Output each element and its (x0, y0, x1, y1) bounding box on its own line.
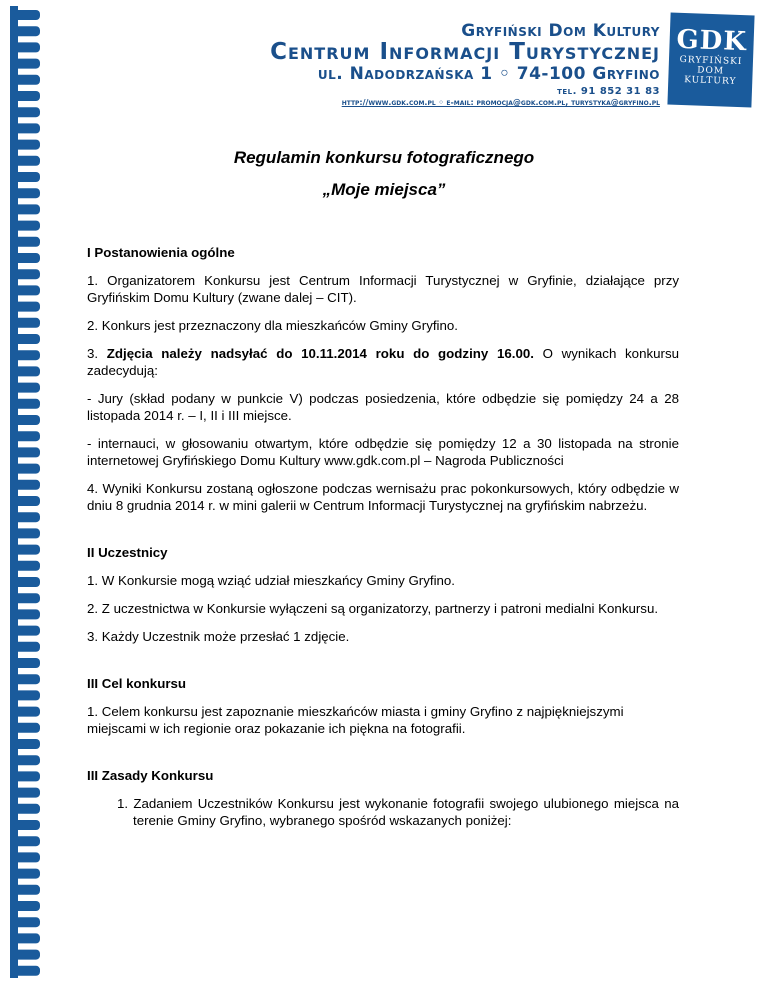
binding-ring (14, 950, 40, 960)
binding-ring (14, 804, 40, 814)
spacer (87, 525, 679, 544)
binding-ring (14, 674, 40, 684)
paragraph: - Jury (skład podany w punkcie V) podczas posiedzenia, które odbędzie się pomiędzy 24 a 28 listopada 2014 r. – I, II i III miejsce. (87, 391, 679, 423)
letterhead-center: Centrum Informacji Turystycznej (270, 39, 660, 65)
document-subtitle: „Moje miejsca” (322, 180, 446, 199)
binding-ring (14, 642, 40, 652)
logo-line-2: DOM (697, 65, 725, 77)
binding-ring (14, 739, 40, 749)
paragraph: - internauci, w głosowaniu otwartym, które odbędzie się pomiędzy 12 a 30 listopada na stronie internetowej Gryfińskiego Domu Kultury www.gdk.com.pl – Nagroda Publiczności (87, 436, 679, 468)
paragraph: 3. Każdy Uczestnik może przesłać 1 zdjęcie. (87, 629, 350, 644)
letterhead-org: Gryfiński Dom Kultury (461, 21, 660, 41)
binding-ring (14, 658, 40, 668)
binding-ring (14, 528, 40, 538)
binding-ring (14, 285, 40, 295)
binding-ring (14, 966, 40, 976)
binding-ring (14, 885, 40, 895)
logo-line-1: GRYFIŃSKI (679, 54, 743, 68)
binding-ring (14, 302, 40, 312)
letterhead (240, 22, 660, 108)
section-heading: III Cel konkursu (87, 676, 187, 691)
binding-ring (14, 771, 40, 781)
binding-ring (14, 415, 40, 425)
binding-ring (14, 755, 40, 765)
binding-ring (14, 269, 40, 279)
binding-ring (14, 869, 40, 879)
binding-ring (14, 577, 40, 587)
binding-ring (14, 237, 40, 247)
logo-line-3: KULTURY (683, 75, 737, 87)
gdk-logo (667, 13, 754, 108)
binding-ring (14, 723, 40, 733)
binding-ring (14, 42, 40, 52)
binding-ring (14, 496, 40, 506)
binding-ring (14, 933, 40, 943)
binding-ring (14, 431, 40, 441)
binding-ring (14, 609, 40, 619)
binding-ring (14, 75, 40, 85)
paragraph: 2. Z uczestnictwa w Konkursie wyłączeni są organizatorzy, partnerzy i patroni medialni Konkursu. (87, 601, 659, 616)
paragraph: 2. Konkurs jest przeznaczony dla mieszkańców Gminy Gryfino. (87, 318, 458, 333)
binding-ring (14, 464, 40, 474)
paragraph: 1. Organizatorem Konkursu jest Centrum Informacji Turystycznej w Gryfinie, działające przy Gryfińskim Domu Kultury (zwane dalej – CIT). (87, 273, 679, 305)
section-heading: I Postanowienia ogólne (87, 245, 235, 260)
binding-ring (14, 59, 40, 69)
binding-ring (14, 204, 40, 214)
binding-ring (14, 253, 40, 263)
binding-ring (14, 366, 40, 376)
binding-ring (14, 852, 40, 862)
spacer (87, 748, 679, 767)
binding-ring (14, 690, 40, 700)
binding-ring (14, 917, 40, 927)
letterhead-phone: tel. 91 852 31 83 (557, 86, 660, 97)
binding-ring (14, 593, 40, 603)
document-body (87, 244, 679, 840)
binding-ring (14, 788, 40, 798)
binding-ring (14, 383, 40, 393)
binding-ring (14, 91, 40, 101)
section-heading: III Zasady Konkursu (87, 768, 214, 783)
deadline-bold-text: Zdjęcia należy nadsyłać do 10.11.2014 roku do godziny 16.00. (106, 346, 534, 361)
binding-ring (14, 480, 40, 490)
paragraph-number: 3. (87, 346, 99, 361)
binding-ring (14, 901, 40, 911)
paragraph (87, 345, 679, 379)
binding-ring (14, 334, 40, 344)
paragraph: 1. Zadaniem Uczestników Konkursu jest wykonanie fotografii swojego ulubionego miejsca na terenie Gminy Gryfino, wybranego spośród wskazanych poniżej: (117, 796, 679, 828)
binding-ring (14, 221, 40, 231)
binding-ring (14, 561, 40, 571)
binding-ring (14, 10, 40, 20)
binding-ring (14, 447, 40, 457)
binding-ring (14, 836, 40, 846)
binding-ring (14, 545, 40, 555)
binding-ring (14, 820, 40, 830)
paragraph: 4. Wyniki Konkursu zostaną ogłoszone podczas wernisażu prac pokonkursowych, który odbędzie w dniu 8 grudnia 2014 r. w mini galerii w Centrum Informacji Turystycznej na gryfińskim nabrzeżu. (87, 481, 679, 513)
paragraph: 1. W Konkursie mogą wziąć udział mieszkańcy Gminy Gryfino. (87, 573, 456, 588)
paragraph: 1. Celem konkursu jest zapoznanie mieszkańców miasta i gminy Gryfino z najpiękniejszymi miejscami w ich regionie oraz pokazanie ich piękna na fotografii. (87, 704, 624, 736)
binding-ring (14, 318, 40, 328)
letterhead-web-links[interactable]: http://www.gdk.com.pl ◦ e-mail: promocja@gdk.com.pl, turystyka@gryfino.pl (341, 98, 660, 107)
letterhead-address: ul. Nadodrzańska 1 ◦ 74-100 Gryfino (317, 64, 660, 84)
paragraph-rest: O wynikach konkursu zadecydują: (87, 346, 679, 378)
logo-text: GDK (675, 24, 748, 58)
binding-ring (14, 626, 40, 636)
binding-ring (14, 399, 40, 409)
document-title: Regulamin konkursu fotograficznego (233, 148, 535, 167)
binding-ring (14, 123, 40, 133)
binding-ring (14, 707, 40, 717)
binding-ring (14, 512, 40, 522)
spacer (87, 656, 679, 675)
binding-ring (14, 26, 40, 36)
section-heading: II Uczestnicy (87, 545, 168, 560)
binding-ring (14, 350, 40, 360)
binding-ring (14, 107, 40, 117)
